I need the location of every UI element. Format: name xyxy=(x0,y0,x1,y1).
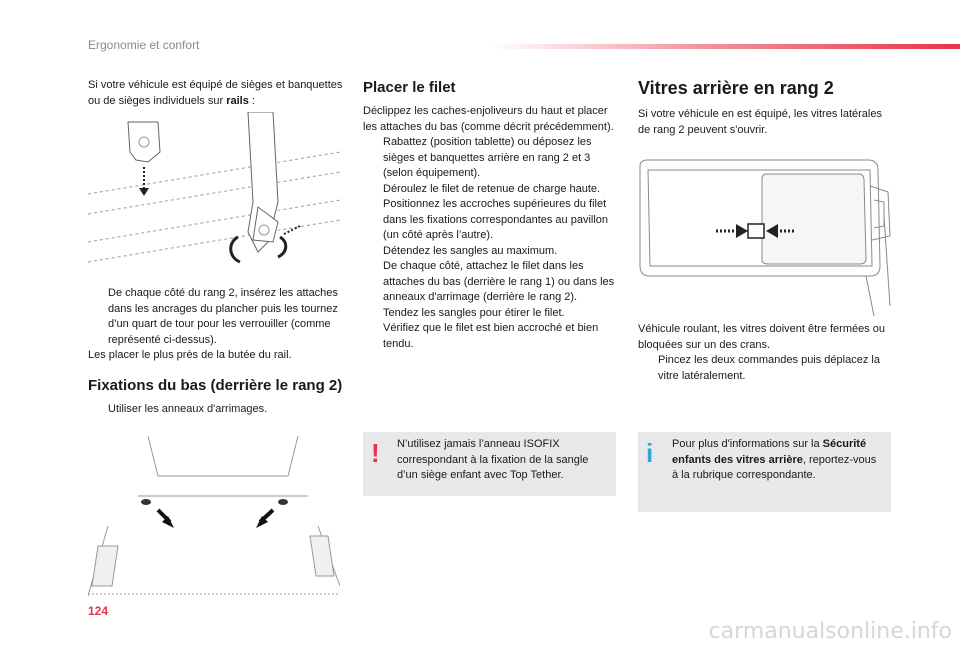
warning-icon: ! xyxy=(371,438,380,468)
rail-attachment-illustration xyxy=(88,112,340,282)
cargo-floor-illustration xyxy=(88,436,340,596)
list-item: Détendez les sangles au maximum. xyxy=(383,244,558,257)
page-number: 124 xyxy=(88,604,109,618)
info-box: i Pour plus d'informations sur la Sécurité enfants des vitres arrière, reportez-vous à la rubrique correspondante. xyxy=(638,432,891,512)
list-item: De chaque côté, attachez le filet dans les attaches du bas (derrière le rang 1) ou dans les anneaux d'arrimage (derrière le rang 2). xyxy=(383,260,615,303)
col1-body: De chaque côté du rang 2, insérez les attaches dans les ancrages du plancher puis les tournez d’un quart de tour pour les verrouiller (comme représenté ci-dessus). Les placer le plus près de la butée du rail. xyxy=(88,286,343,364)
col1-section2 xyxy=(88,378,343,418)
list-item: Utiliser les anneaux d'arrimages. xyxy=(108,403,268,415)
col3-top: Vitres arrière en rang 2 Si votre véhicule en est équipé, les vitres latérales de rang 2 peuvent s'ouvrir. xyxy=(638,78,893,138)
list-item: Rabattez (position tablette) ou déposez les sièges et banquettes arrière en rang 2 et 3 (selon équipement). xyxy=(383,136,592,179)
list-item: Tendez les sangles pour étirer le filet. xyxy=(383,306,565,319)
list-item: De chaque côté du rang 2, insérez les attaches dans les ancrages du plancher puis les tournez d’un quart de tour pour les verrouiller (comme représenté ci-dessus). xyxy=(108,287,338,346)
info-icon: i xyxy=(646,438,654,468)
sliding-window-illustration xyxy=(638,156,893,318)
section-heading: Placer le filet xyxy=(363,79,456,96)
list-item: Pincez les deux commandes puis déplacez la vitre latéralement. xyxy=(658,354,880,382)
list-item: Vérifiez que le filet est bien accroché et bien tendu. xyxy=(383,322,599,350)
section-title: Ergonomie et confort xyxy=(88,38,200,52)
col1-intro: Si votre véhicule est équipé de sièges et banquettes ou de sièges individuels sur rails : xyxy=(88,79,343,107)
list-item: Positionnez les accroches supérieures du filet dans les fixations correspondantes au pavillon (un côté après l’autre). xyxy=(383,198,609,241)
section-heading: Fixations du bas (derrière le rang 2) xyxy=(88,377,343,394)
list-item: Déroulez le filet de retenue de charge haute. xyxy=(383,182,601,195)
warning-box: ! N’utilisez jamais l’anneau ISOFIX correspondant à la fixation de la sangle d’un siège enfant avec Top Tether. xyxy=(363,432,616,496)
section-heading: Vitres arrière en rang 2 xyxy=(638,78,834,98)
col2-content: Placer le filet Déclippez les caches-enjoliveurs du haut et placer les attaches du bas (comme décrit précédemment). Rabattez (position tablette) ou déposez les sièges et banquettes arrière en rang 2 et 3 (selon équipement). Déroulez le filet de retenue de charge haute. Positionnez les accroches supérieures du filet dans les fixations correspondantes au pavillon (un côté après l’autre). Détendez les sangles au maximum. De chaque côté, attachez le filet dans les attaches du bas (derrière le rang 1) ou dans les anneaux d'arrimage (derrière le rang 2). Tendez les sangles pour étirer le filet. Vérifiez que le filet est bien accroché et bien tendu. xyxy=(363,80,618,352)
header-accent-line xyxy=(490,44,960,49)
watermark: carmanualsonline.info xyxy=(708,619,952,644)
col3-body: Véhicule roulant, les vitres doivent être fermées ou bloquées sur un des crans. Pincez les deux commandes puis déplacez la vitre latéralement. xyxy=(638,322,893,384)
